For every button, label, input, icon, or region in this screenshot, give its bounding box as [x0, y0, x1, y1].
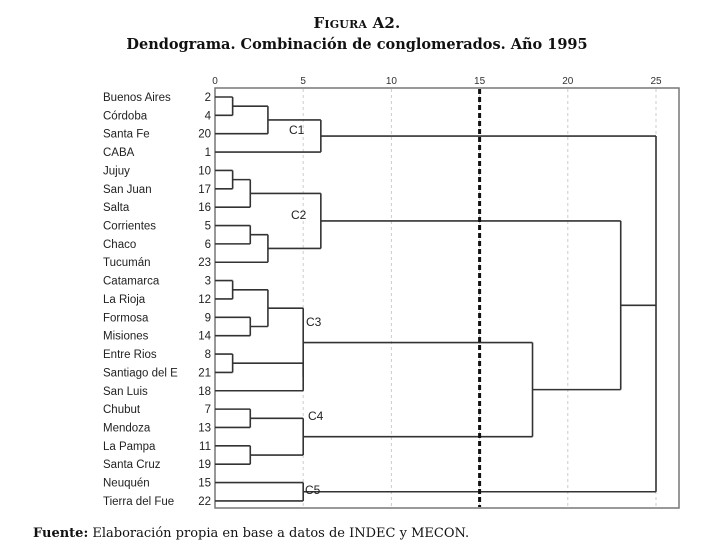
leaf-label: Santiago del E: [103, 367, 178, 380]
leaf-label: San Luis: [103, 385, 148, 398]
leaf-id: 22: [198, 495, 211, 508]
leaf-id: 23: [198, 257, 211, 270]
leaf-label: San Juan: [103, 183, 152, 196]
x-tick-label: 20: [562, 76, 574, 87]
leaf-label: Chaco: [103, 238, 137, 251]
leaf-label: Entre Rios: [103, 349, 157, 362]
cluster-label-c5: C5: [305, 483, 321, 497]
leaf-id: 21: [198, 367, 211, 380]
source-note: [33, 526, 469, 541]
x-tick-label: 15: [474, 76, 486, 87]
x-tick-label: 25: [650, 76, 662, 87]
leaf-label: Chubut: [103, 404, 141, 417]
leaf-id: 12: [198, 293, 211, 306]
leaf-label: Corrientes: [103, 220, 157, 233]
leaf-label: Catamarca: [103, 275, 160, 288]
leaf-id: 14: [198, 330, 211, 343]
leaf-label: La Pampa: [103, 440, 156, 453]
leaf-label: Buenos Aires: [103, 92, 171, 104]
leaf-label: Neuquén: [103, 477, 150, 490]
leaf-label: Jujuy: [103, 165, 130, 178]
leaf-id: 15: [198, 477, 211, 490]
leaf-id: 2: [204, 92, 211, 104]
leaf-label: La Rioja: [103, 293, 146, 306]
leaf-id: 4: [204, 110, 211, 123]
leaf-id: 3: [204, 275, 211, 288]
leaf-id: 8: [204, 349, 211, 362]
source-label: Fuente:: [33, 526, 89, 541]
x-tick-label: 0: [212, 76, 218, 87]
leaf-id: 6: [204, 238, 211, 251]
cluster-label-c1: C1: [289, 123, 305, 137]
leaf-id: 17: [198, 183, 211, 196]
leaf-label: Mendoza: [103, 422, 151, 435]
leaf-label: Santa Fe: [103, 128, 150, 141]
cluster-label-c4: C4: [308, 409, 324, 423]
leaf-id: 16: [198, 202, 211, 215]
leaf-id: 20: [198, 128, 211, 141]
x-tick-label: 10: [385, 76, 397, 87]
plot-frame: [215, 88, 679, 508]
leaf-id: 1: [204, 147, 211, 160]
leaf-label: Santa Cruz: [103, 459, 161, 472]
leaf-label: Córdoba: [103, 110, 148, 123]
leaf-label: Tucumán: [103, 257, 151, 270]
source-text: Elaboración propia en base a datos de INDEC y MECON.: [88, 526, 470, 541]
leaf-id: 18: [198, 385, 211, 398]
leaf-id: 5: [204, 220, 211, 233]
leaf-id: 7: [204, 404, 211, 417]
figure-label: Figura A2.: [313, 14, 401, 32]
leaf-id: 19: [198, 459, 211, 472]
leaf-label: Misiones: [103, 330, 149, 343]
leaf-id: 11: [199, 440, 211, 453]
leaf-label: Salta: [103, 202, 130, 215]
leaf-id: 13: [198, 422, 211, 435]
figure-title: Dendograma. Combinación de conglomerados. Año 1995: [126, 36, 588, 53]
cluster-label-c2: C2: [291, 208, 307, 222]
leaf-id: 10: [198, 165, 211, 178]
leaf-id: 9: [204, 312, 211, 325]
leaf-label: Tierra del Fue: [103, 495, 175, 508]
leaf-label: CABA: [103, 147, 135, 160]
cluster-label-c3: C3: [306, 315, 322, 329]
leaf-label: Formosa: [103, 312, 149, 325]
x-tick-label: 5: [300, 76, 306, 87]
